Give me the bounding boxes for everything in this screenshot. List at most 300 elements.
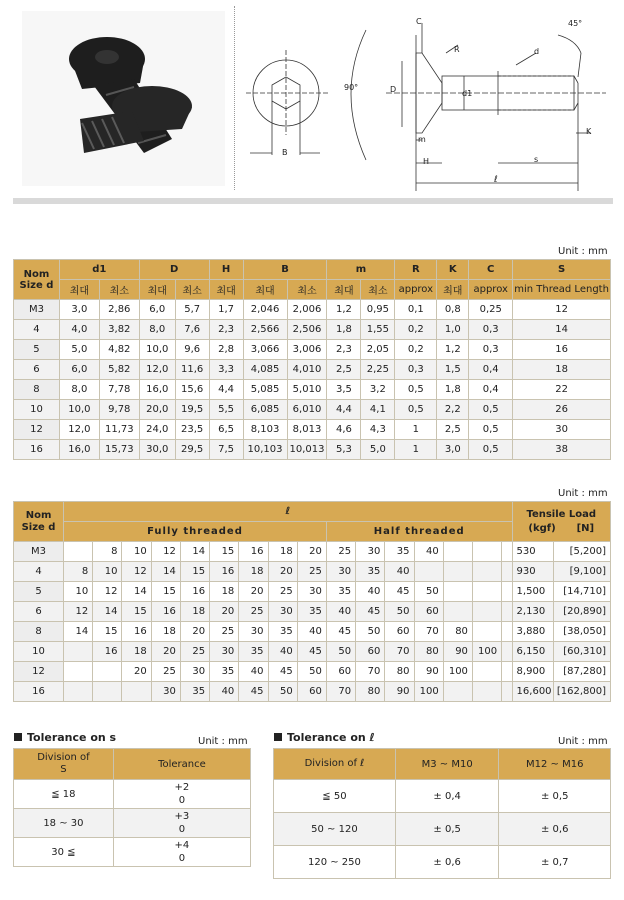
- length-cell: 70: [356, 662, 385, 682]
- length-cell: 100: [472, 642, 501, 662]
- length-cell: 90: [385, 682, 414, 702]
- length-cell: 12: [122, 562, 151, 582]
- division-cell: 18 ~ 30: [14, 809, 114, 838]
- table-row: [14, 380, 611, 400]
- sub-max: 최대: [139, 280, 175, 300]
- size-cell: 16: [14, 682, 64, 702]
- drawing-label-angle: 45°: [568, 19, 583, 28]
- drawing-label-l: ℓ: [494, 175, 498, 185]
- tolerance-cell: ± 0,5: [395, 813, 499, 846]
- length-cell: 30: [151, 682, 180, 702]
- size-cell: 8: [14, 622, 64, 642]
- table-row: [14, 360, 611, 380]
- value-cell: 5,3: [327, 440, 361, 460]
- length-cell: 40: [356, 582, 385, 602]
- length-cell: 35: [326, 582, 355, 602]
- sub-min: 최소: [361, 280, 395, 300]
- length-table: [13, 501, 611, 702]
- length-cell: [472, 662, 501, 682]
- table-row: [14, 340, 611, 360]
- length-cell: 70: [385, 642, 414, 662]
- value-cell: 10,103: [243, 440, 287, 460]
- length-cell: 18: [122, 642, 151, 662]
- drawing-label-d: d: [534, 47, 540, 56]
- drawing-label-D: D: [390, 85, 397, 94]
- drawing-label-90: 90°: [344, 83, 359, 92]
- value-cell: 0,4: [469, 360, 513, 380]
- value-cell: 22: [513, 380, 611, 400]
- value-cell: 6,0: [59, 360, 99, 380]
- length-cell: 18: [239, 562, 268, 582]
- size-cell: 10: [14, 642, 64, 662]
- value-cell: 5,82: [99, 360, 139, 380]
- value-cell: 15,73: [99, 440, 139, 460]
- product-photo: [22, 11, 225, 186]
- length-cell: [502, 682, 512, 702]
- value-cell: 11,6: [175, 360, 209, 380]
- length-cell: 40: [385, 562, 414, 582]
- sub-max: 최대: [59, 280, 99, 300]
- value-cell: 4,4: [209, 380, 243, 400]
- value-cell: 6,0: [139, 300, 175, 320]
- value-cell: 2,006: [287, 300, 327, 320]
- sub-min-thread: min Thread Length: [513, 280, 611, 300]
- length-cell: [64, 642, 93, 662]
- tensile-kgf: 16,600: [512, 682, 554, 702]
- value-cell: 2,3: [327, 340, 361, 360]
- value-cell: 2,86: [99, 300, 139, 320]
- length-cell: 80: [356, 682, 385, 702]
- value-cell: 7,5: [209, 440, 243, 460]
- length-cell: 20: [297, 542, 326, 562]
- table-row: [14, 809, 251, 838]
- length-cell: 30: [356, 542, 385, 562]
- value-cell: 3,2: [361, 380, 395, 400]
- table-row: [14, 682, 611, 702]
- length-cell: 15: [180, 562, 209, 582]
- value-cell: 3,006: [287, 340, 327, 360]
- length-cell: 20: [151, 642, 180, 662]
- length-cell: 20: [180, 622, 209, 642]
- table-row: [14, 622, 611, 642]
- value-cell: 6,085: [243, 400, 287, 420]
- value-cell: 9,6: [175, 340, 209, 360]
- length-cell: 80: [414, 642, 443, 662]
- value-cell: 4,0: [59, 320, 99, 340]
- length-cell: 35: [210, 662, 239, 682]
- value-cell: 0,1: [395, 300, 437, 320]
- length-cell: 12: [151, 542, 180, 562]
- length-cell: 16: [122, 622, 151, 642]
- value-cell: 6,010: [287, 400, 327, 420]
- col-H: H: [209, 260, 243, 280]
- length-cell: 10: [93, 562, 122, 582]
- length-cell: 35: [297, 602, 326, 622]
- value-cell: 0,2: [395, 320, 437, 340]
- value-cell: 8,013: [287, 420, 327, 440]
- value-cell: 8,103: [243, 420, 287, 440]
- length-cell: 20: [122, 662, 151, 682]
- value-cell: 5,5: [209, 400, 243, 420]
- value-cell: 0,4: [469, 380, 513, 400]
- col-fully-threaded: Fully threaded: [64, 522, 327, 542]
- value-cell: 23,5: [175, 420, 209, 440]
- length-cell: 25: [268, 582, 297, 602]
- length-cell: 60: [414, 602, 443, 622]
- length-cell: 90: [414, 662, 443, 682]
- value-cell: 3,3: [209, 360, 243, 380]
- tensile-n: [87,280]: [554, 662, 611, 682]
- length-cell: 30: [239, 622, 268, 642]
- value-cell: 1,55: [361, 320, 395, 340]
- value-cell: 16,0: [59, 440, 99, 460]
- length-cell: 16: [239, 542, 268, 562]
- length-cell: 25: [210, 622, 239, 642]
- length-cell: 40: [239, 662, 268, 682]
- tensile-n: [14,710]: [554, 582, 611, 602]
- value-cell: 6,5: [209, 420, 243, 440]
- length-cell: [502, 622, 512, 642]
- size-cell: 12: [14, 662, 64, 682]
- length-cell: 16: [93, 642, 122, 662]
- value-cell: 12,0: [59, 420, 99, 440]
- length-cell: 80: [443, 622, 472, 642]
- length-cell: [443, 682, 472, 702]
- value-cell: 10,0: [139, 340, 175, 360]
- tol-l-unit: Unit : mm: [558, 736, 608, 747]
- length-cell: 50: [297, 662, 326, 682]
- length-cell: 30: [268, 602, 297, 622]
- length-cell: 45: [356, 602, 385, 622]
- value-cell: 14: [513, 320, 611, 340]
- table1-unit: Unit : mm: [558, 246, 608, 257]
- value-cell: 2,5: [327, 360, 361, 380]
- length-cell: [93, 682, 122, 702]
- size-cell: M3: [14, 300, 60, 320]
- length-cell: [414, 562, 443, 582]
- value-cell: 16: [513, 340, 611, 360]
- value-cell: 1,2: [327, 300, 361, 320]
- sub-min: 최소: [287, 280, 327, 300]
- tolerance-cell: [113, 809, 250, 838]
- col-length: ℓ: [64, 502, 512, 522]
- length-cell: 30: [180, 662, 209, 682]
- value-cell: 2,566: [243, 320, 287, 340]
- division-cell: 120 ~ 250: [274, 846, 396, 879]
- length-cell: 60: [297, 682, 326, 702]
- length-cell: [443, 542, 472, 562]
- length-cell: 15: [93, 622, 122, 642]
- drawing-label-d1: d1: [462, 89, 473, 98]
- value-cell: 26: [513, 400, 611, 420]
- tolerance-plus: +4: [174, 840, 190, 851]
- division-cell: 50 ~ 120: [274, 813, 396, 846]
- length-cell: 50: [326, 642, 355, 662]
- table-row: [14, 320, 611, 340]
- value-cell: 0,8: [437, 300, 469, 320]
- col-K: K: [437, 260, 469, 280]
- size-cell: 12: [14, 420, 60, 440]
- length-cell: [472, 582, 501, 602]
- table-row: [14, 542, 611, 562]
- value-cell: 1,8: [327, 320, 361, 340]
- tensile-n: [60,310]: [554, 642, 611, 662]
- length-cell: 20: [239, 582, 268, 602]
- col-division-l: Division of ℓ: [274, 749, 396, 780]
- table-row: [14, 420, 611, 440]
- length-cell: 16: [210, 562, 239, 582]
- length-cell: [472, 682, 501, 702]
- value-cell: 2,5: [437, 420, 469, 440]
- length-cell: 14: [93, 602, 122, 622]
- length-cell: [472, 602, 501, 622]
- sub-approx: approx: [395, 280, 437, 300]
- size-cell: 5: [14, 340, 60, 360]
- value-cell: 12: [513, 300, 611, 320]
- length-cell: 20: [268, 562, 297, 582]
- tolerance-plus: +3: [174, 811, 190, 822]
- length-cell: 35: [268, 622, 297, 642]
- drawing-label-k: K: [586, 127, 592, 136]
- sub-max: 최대: [209, 280, 243, 300]
- technical-drawing: [236, 5, 616, 195]
- length-cell: 45: [239, 682, 268, 702]
- value-cell: 38: [513, 440, 611, 460]
- tol-s-title: Tolerance on s: [27, 731, 117, 744]
- size-cell: M3: [14, 542, 64, 562]
- value-cell: 2,05: [361, 340, 395, 360]
- length-cell: 18: [268, 542, 297, 562]
- value-cell: 5,010: [287, 380, 327, 400]
- tol-l-title: Tolerance on ℓ: [287, 731, 375, 744]
- length-cell: 50: [385, 602, 414, 622]
- value-cell: 20,0: [139, 400, 175, 420]
- value-cell: 8,0: [59, 380, 99, 400]
- tolerance-cell: ± 0,4: [395, 780, 499, 813]
- col-d1: d1: [59, 260, 139, 280]
- length-cell: [502, 562, 512, 582]
- length-cell: 14: [64, 622, 93, 642]
- length-cell: 35: [180, 682, 209, 702]
- value-cell: 1: [395, 420, 437, 440]
- value-cell: 5,085: [243, 380, 287, 400]
- length-cell: 18: [180, 602, 209, 622]
- length-cell: [502, 602, 512, 622]
- length-cell: 40: [326, 602, 355, 622]
- length-cell: 18: [210, 582, 239, 602]
- length-cell: 50: [414, 582, 443, 602]
- value-cell: 16,0: [139, 380, 175, 400]
- length-cell: [64, 662, 93, 682]
- value-cell: 12,0: [139, 360, 175, 380]
- value-cell: 1,5: [437, 360, 469, 380]
- length-cell: [502, 662, 512, 682]
- value-cell: 4,82: [99, 340, 139, 360]
- col-m3-m10: M3 ~ M10: [395, 749, 499, 780]
- value-cell: 1,0: [437, 320, 469, 340]
- tolerance-cell: ± 0,6: [395, 846, 499, 879]
- value-cell: 0,2: [395, 340, 437, 360]
- length-cell: 80: [385, 662, 414, 682]
- tolerance-minus: 0: [178, 853, 186, 864]
- value-cell: 0,5: [395, 400, 437, 420]
- value-cell: 2,8: [209, 340, 243, 360]
- length-cell: 40: [210, 682, 239, 702]
- tensile-kgf: 8,900: [512, 662, 554, 682]
- length-cell: 40: [268, 642, 297, 662]
- col-D: D: [139, 260, 209, 280]
- length-cell: 60: [326, 662, 355, 682]
- length-cell: 14: [151, 562, 180, 582]
- col-nom-size: Nom Size d: [14, 260, 60, 300]
- value-cell: 3,82: [99, 320, 139, 340]
- size-cell: 4: [14, 562, 64, 582]
- sub-approx: approx: [469, 280, 513, 300]
- tensile-kgf: 530: [512, 542, 554, 562]
- length-cell: [443, 582, 472, 602]
- dimension-table: [13, 259, 611, 460]
- sub-min: 최소: [175, 280, 209, 300]
- length-cell: 100: [443, 662, 472, 682]
- division-cell: 30 ≦: [14, 838, 114, 867]
- table-row: [274, 813, 611, 846]
- tensile-kgf: 930: [512, 562, 554, 582]
- length-cell: 45: [297, 642, 326, 662]
- tensile-kgf: 1,500: [512, 582, 554, 602]
- sub-max: 최대: [437, 280, 469, 300]
- length-cell: 25: [239, 602, 268, 622]
- value-cell: 4,3: [361, 420, 395, 440]
- division-cell: ≦ 18: [14, 780, 114, 809]
- length-cell: 12: [64, 602, 93, 622]
- table2-unit: Unit : mm: [558, 488, 608, 499]
- tensile-units: (kgf) [N]: [528, 522, 595, 534]
- length-cell: 15: [210, 542, 239, 562]
- length-cell: 100: [414, 682, 443, 702]
- value-cell: 29,5: [175, 440, 209, 460]
- table-row: [14, 582, 611, 602]
- value-cell: 24,0: [139, 420, 175, 440]
- table-row: [14, 562, 611, 582]
- drawing-label-s: s: [534, 155, 539, 164]
- drawing-label-c: C: [416, 17, 422, 26]
- col-R: R: [395, 260, 437, 280]
- length-cell: [93, 662, 122, 682]
- tensile-n: [38,050]: [554, 622, 611, 642]
- col-S: S: [513, 260, 611, 280]
- length-cell: [502, 582, 512, 602]
- value-cell: 3,0: [437, 440, 469, 460]
- length-cell: 70: [414, 622, 443, 642]
- length-cell: 50: [268, 682, 297, 702]
- section-divider: [13, 198, 613, 204]
- length-cell: [443, 602, 472, 622]
- tol-s-unit: Unit : mm: [198, 736, 248, 747]
- table-row: [274, 846, 611, 879]
- value-cell: 0,5: [395, 380, 437, 400]
- length-cell: 8: [93, 542, 122, 562]
- col-m: m: [327, 260, 395, 280]
- tolerance-minus: 0: [178, 795, 186, 806]
- drawing-label-m: m: [418, 135, 426, 144]
- length-cell: 14: [122, 582, 151, 602]
- tensile-n: [9,100]: [554, 562, 611, 582]
- tol-s-heading: [14, 731, 116, 744]
- length-cell: 8: [64, 562, 93, 582]
- value-cell: 4,085: [243, 360, 287, 380]
- size-cell: 10: [14, 400, 60, 420]
- col-C: C: [469, 260, 513, 280]
- value-cell: 3,5: [327, 380, 361, 400]
- value-cell: 4,010: [287, 360, 327, 380]
- drawing-label-r: R: [454, 45, 460, 54]
- sub-max: 최대: [327, 280, 361, 300]
- table-row: [14, 300, 611, 320]
- length-cell: 30: [297, 582, 326, 602]
- length-cell: 35: [239, 642, 268, 662]
- length-cell: 16: [151, 602, 180, 622]
- value-cell: 3,066: [243, 340, 287, 360]
- length-cell: [502, 642, 512, 662]
- length-cell: 15: [122, 602, 151, 622]
- value-cell: 5,0: [59, 340, 99, 360]
- tolerance-s-table: [13, 748, 251, 867]
- length-cell: 25: [180, 642, 209, 662]
- bullet-square: [14, 733, 22, 741]
- length-cell: 30: [210, 642, 239, 662]
- table-row: [14, 838, 251, 867]
- value-cell: 2,3: [209, 320, 243, 340]
- tolerance-cell: ± 0,7: [499, 846, 611, 879]
- value-cell: 0,5: [469, 440, 513, 460]
- value-cell: 5,7: [175, 300, 209, 320]
- value-cell: 4,6: [327, 420, 361, 440]
- length-cell: [472, 622, 501, 642]
- length-cell: 45: [326, 622, 355, 642]
- length-cell: 50: [356, 622, 385, 642]
- drawing-label-h: H: [423, 157, 430, 166]
- length-cell: 25: [151, 662, 180, 682]
- value-cell: 8,0: [139, 320, 175, 340]
- value-cell: 0,3: [469, 340, 513, 360]
- value-cell: 3,0: [59, 300, 99, 320]
- tolerance-plus: +2: [174, 782, 190, 793]
- length-cell: 40: [414, 542, 443, 562]
- length-cell: [122, 682, 151, 702]
- length-cell: 16: [180, 582, 209, 602]
- value-cell: 1,7: [209, 300, 243, 320]
- length-cell: 14: [180, 542, 209, 562]
- tol-l-heading: [274, 731, 375, 744]
- table-row: [14, 662, 611, 682]
- length-cell: 60: [356, 642, 385, 662]
- value-cell: 2,2: [437, 400, 469, 420]
- tensile-label: Tensile Load: [526, 508, 597, 520]
- sub-max: 최대: [243, 280, 287, 300]
- value-cell: 0,5: [469, 420, 513, 440]
- tensile-kgf: 3,880: [512, 622, 554, 642]
- length-cell: 15: [151, 582, 180, 602]
- length-cell: 20: [210, 602, 239, 622]
- bullet-square: [274, 733, 282, 741]
- value-cell: 9,78: [99, 400, 139, 420]
- value-cell: 0,3: [469, 320, 513, 340]
- sub-min: 최소: [99, 280, 139, 300]
- col-tolerance: Tolerance: [113, 749, 250, 780]
- value-cell: 15,6: [175, 380, 209, 400]
- size-cell: 6: [14, 602, 64, 622]
- value-cell: 7,78: [99, 380, 139, 400]
